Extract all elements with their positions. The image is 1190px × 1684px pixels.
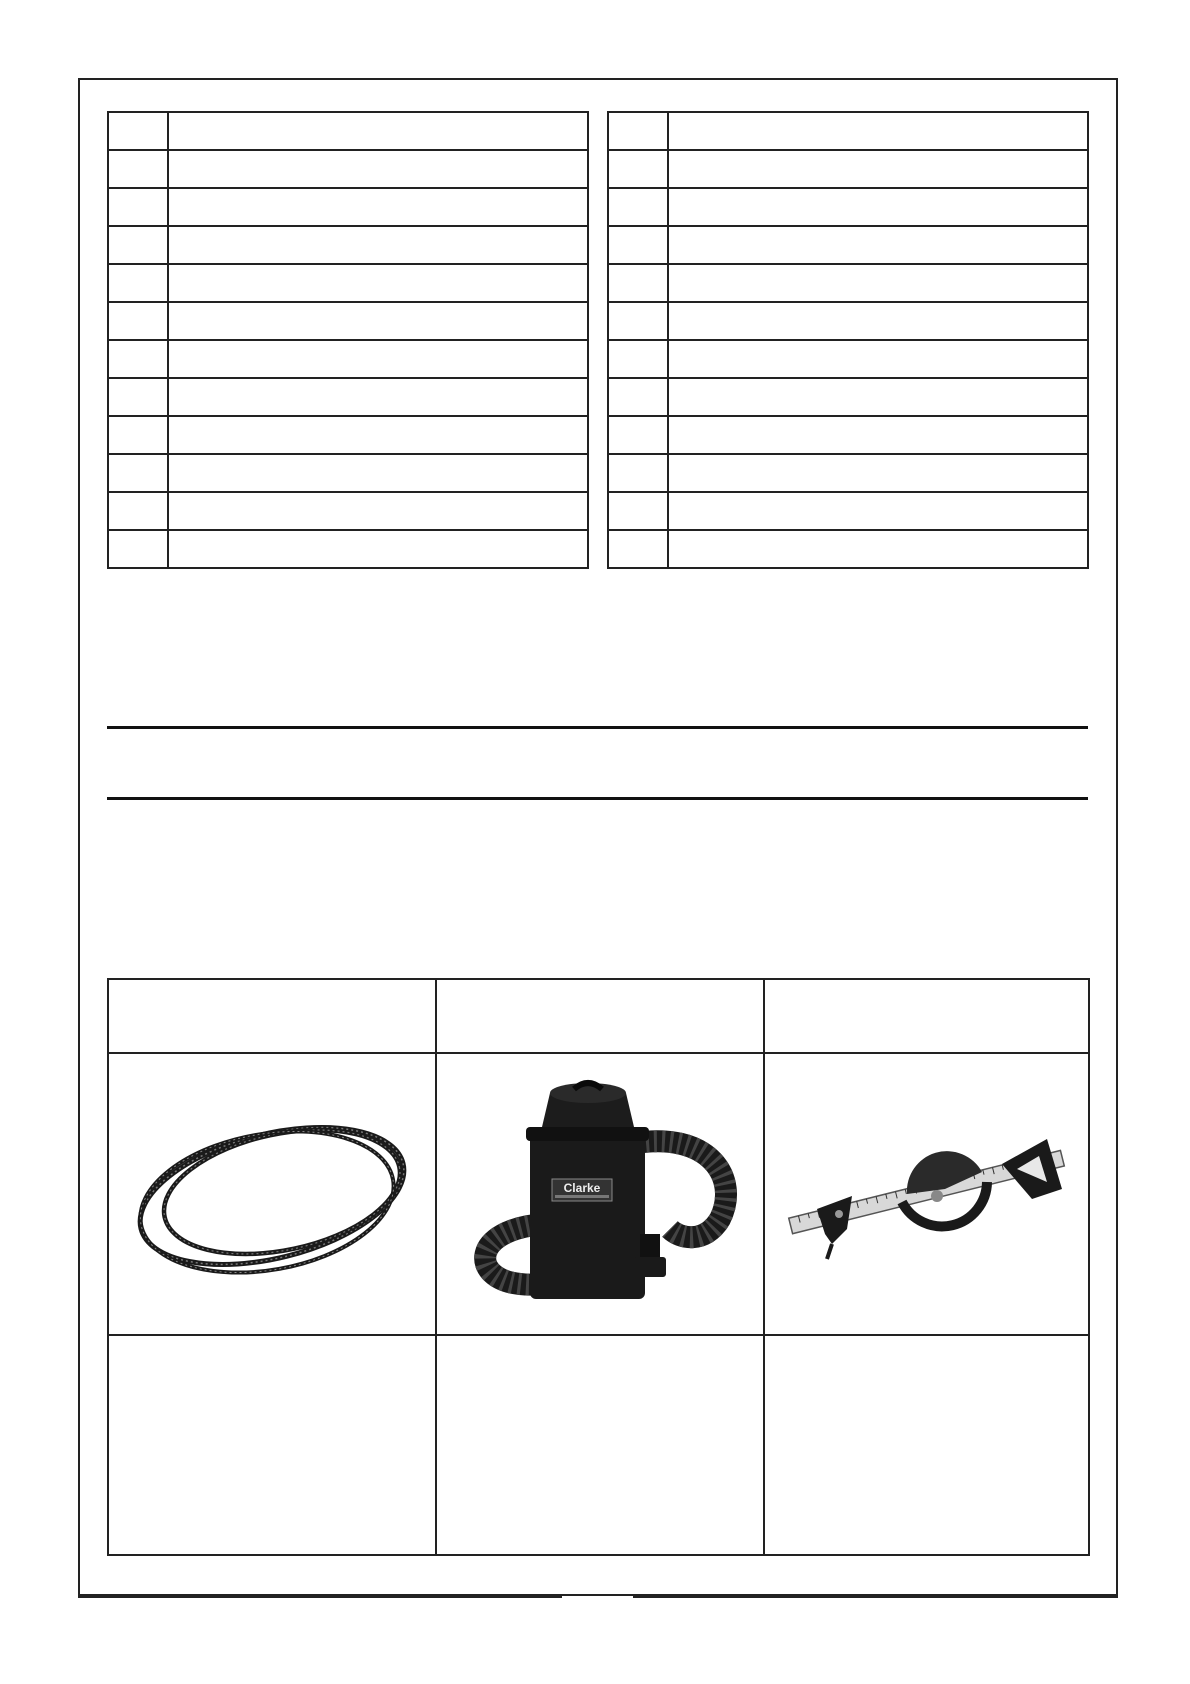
part-number xyxy=(608,264,668,302)
part-description xyxy=(168,340,588,378)
part-description xyxy=(668,302,1088,340)
part-description xyxy=(168,302,588,340)
part-number xyxy=(608,302,668,340)
parts-row xyxy=(608,416,1088,454)
part-description xyxy=(668,112,1088,150)
part-description xyxy=(168,264,588,302)
accessory-header xyxy=(764,979,1089,1053)
footer-rule-right xyxy=(633,1596,1118,1598)
part-number xyxy=(108,150,168,188)
part-number xyxy=(108,530,168,568)
parts-row xyxy=(108,416,588,454)
parts-row xyxy=(108,188,588,226)
accessories-table xyxy=(107,978,1090,1556)
part-description xyxy=(168,416,588,454)
part-number xyxy=(108,378,168,416)
part-description xyxy=(168,226,588,264)
part-description xyxy=(668,340,1088,378)
parts-row xyxy=(608,492,1088,530)
part-number xyxy=(108,416,168,454)
parts-row xyxy=(608,264,1088,302)
bandsaw-blade-image xyxy=(122,1084,422,1304)
part-description xyxy=(668,378,1088,416)
parts-row xyxy=(108,378,588,416)
part-number xyxy=(608,378,668,416)
part-description xyxy=(168,188,588,226)
part-description xyxy=(168,492,588,530)
part-description xyxy=(668,188,1088,226)
accessory-header xyxy=(436,979,764,1053)
accessory-description xyxy=(108,1335,436,1555)
accessory-header xyxy=(108,979,436,1053)
parts-row xyxy=(108,150,588,188)
svg-text:Clarke: Clarke xyxy=(563,1181,601,1195)
parts-row xyxy=(608,112,1088,150)
parts-list-left xyxy=(107,111,589,569)
parts-row xyxy=(108,492,588,530)
part-description xyxy=(668,226,1088,264)
accessories-description-row xyxy=(108,1335,1089,1555)
parts-row xyxy=(108,264,588,302)
parts-row xyxy=(108,226,588,264)
part-number xyxy=(608,340,668,378)
part-number xyxy=(608,492,668,530)
part-number xyxy=(608,454,668,492)
part-description xyxy=(668,416,1088,454)
parts-list-right xyxy=(607,111,1089,569)
accessory-description xyxy=(764,1335,1089,1555)
part-description xyxy=(668,150,1088,188)
section-rule-bottom xyxy=(107,797,1088,800)
part-number xyxy=(608,416,668,454)
part-description xyxy=(168,112,588,150)
part-number xyxy=(108,492,168,530)
part-number xyxy=(108,302,168,340)
part-description xyxy=(168,378,588,416)
parts-row xyxy=(608,150,1088,188)
part-description xyxy=(168,454,588,492)
parts-row xyxy=(608,454,1088,492)
parts-row xyxy=(608,340,1088,378)
parts-row xyxy=(108,530,588,568)
parts-row xyxy=(608,226,1088,264)
part-number xyxy=(108,454,168,492)
part-description xyxy=(668,492,1088,530)
part-description xyxy=(668,530,1088,568)
part-number xyxy=(108,340,168,378)
parts-row xyxy=(608,188,1088,226)
part-description xyxy=(168,150,588,188)
part-number xyxy=(608,150,668,188)
part-number xyxy=(108,112,168,150)
part-description xyxy=(668,454,1088,492)
parts-row xyxy=(108,454,588,492)
accessories-header-row xyxy=(108,979,1089,1053)
footer-rule-left xyxy=(78,1596,562,1598)
part-number xyxy=(608,188,668,226)
part-number xyxy=(108,226,168,264)
part-number xyxy=(608,530,668,568)
part-description xyxy=(668,264,1088,302)
dust-extractor-image xyxy=(450,1069,750,1319)
section-rule-top xyxy=(107,726,1088,729)
combination-square-image xyxy=(777,1094,1077,1294)
accessory-description xyxy=(436,1335,764,1555)
parts-row xyxy=(108,302,588,340)
part-number xyxy=(108,264,168,302)
parts-row xyxy=(608,302,1088,340)
parts-row xyxy=(108,340,588,378)
part-number xyxy=(608,112,668,150)
part-description xyxy=(168,530,588,568)
parts-row xyxy=(608,378,1088,416)
accessories-image-row xyxy=(108,1053,1089,1335)
parts-row xyxy=(108,112,588,150)
parts-row xyxy=(608,530,1088,568)
part-number xyxy=(608,226,668,264)
part-number xyxy=(108,188,168,226)
